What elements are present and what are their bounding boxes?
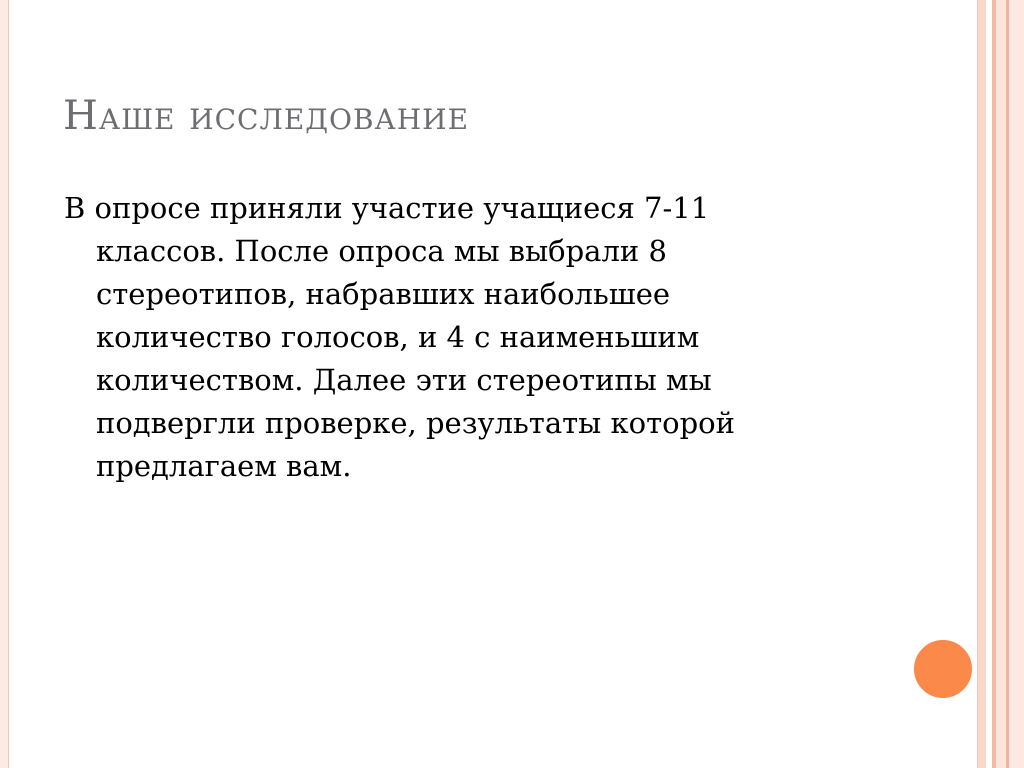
slide-title: Наше исследование	[63, 93, 470, 139]
decorative-stripe	[996, 0, 1006, 768]
slide-body-text: В опросе приняли участие учащиеся 7-11 классов. После опроса мы выбрали 8 стереотипов, набравших наибольшее количество голосов, и 4 с наименьшим количеством. Далее эти стереотипы мы подвергли проверке, результаты которой предлагаем вам.	[64, 191, 735, 483]
orange-circle-decoration	[912, 638, 974, 700]
decorative-stripe	[1009, 0, 1024, 768]
decorative-stripe	[978, 0, 986, 768]
